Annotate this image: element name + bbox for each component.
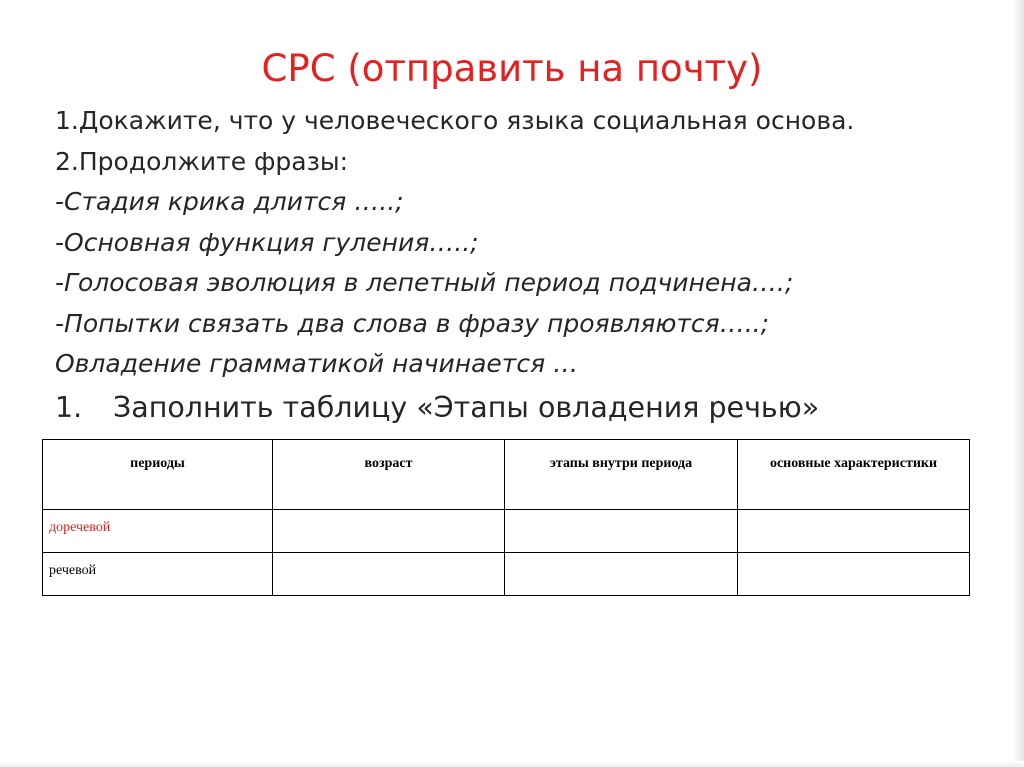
period-speech: речевой [43,553,273,596]
task-fill-table [55,386,995,430]
table-cell-empty [505,553,738,596]
header-periods: периоды [43,440,273,510]
slide-title: СРС (отправить на почту) [261,47,763,90]
table-cell-empty [273,510,505,553]
speech-stages-table [42,439,970,596]
slide-bottom-shadow [0,761,1024,767]
phrase-grammar: Овладение грамматикой начинается … [55,349,579,378]
phrase-crying-stage: -Стадия крика длится …..; [55,187,404,216]
table-row [43,510,970,553]
slide-edge-shadow [1012,0,1024,767]
table-cell-empty [738,553,970,596]
task-number: 1. [55,390,83,424]
header-age: возраст [273,440,505,510]
table-row [43,553,970,596]
question-2: 2.Продолжите фразы: [55,146,349,176]
header-stages: этапы внутри периода [505,440,738,510]
task-text: Заполнить таблицу «Этапы овладения речью» [113,390,820,424]
question-1: 1.Докажите, что у человеческого языка социальная основа. [55,106,855,135]
phrase-two-words: -Попытки связать два слова в фразу проявляются…..; [55,308,770,338]
table-cell-empty [273,553,505,596]
table-cell-empty [738,510,970,553]
table-cell-empty [505,510,738,553]
slide-body [55,101,995,430]
header-characteristics: основные характеристики [738,440,970,510]
phrase-babbling-evolution: -Голосовая эволюция в лепетный период подчинена….; [55,268,794,297]
period-prespeech: доречевой [43,510,273,553]
table-header-row [43,440,970,510]
phrase-cooing-function: -Основная функция гуления…..; [55,227,479,257]
